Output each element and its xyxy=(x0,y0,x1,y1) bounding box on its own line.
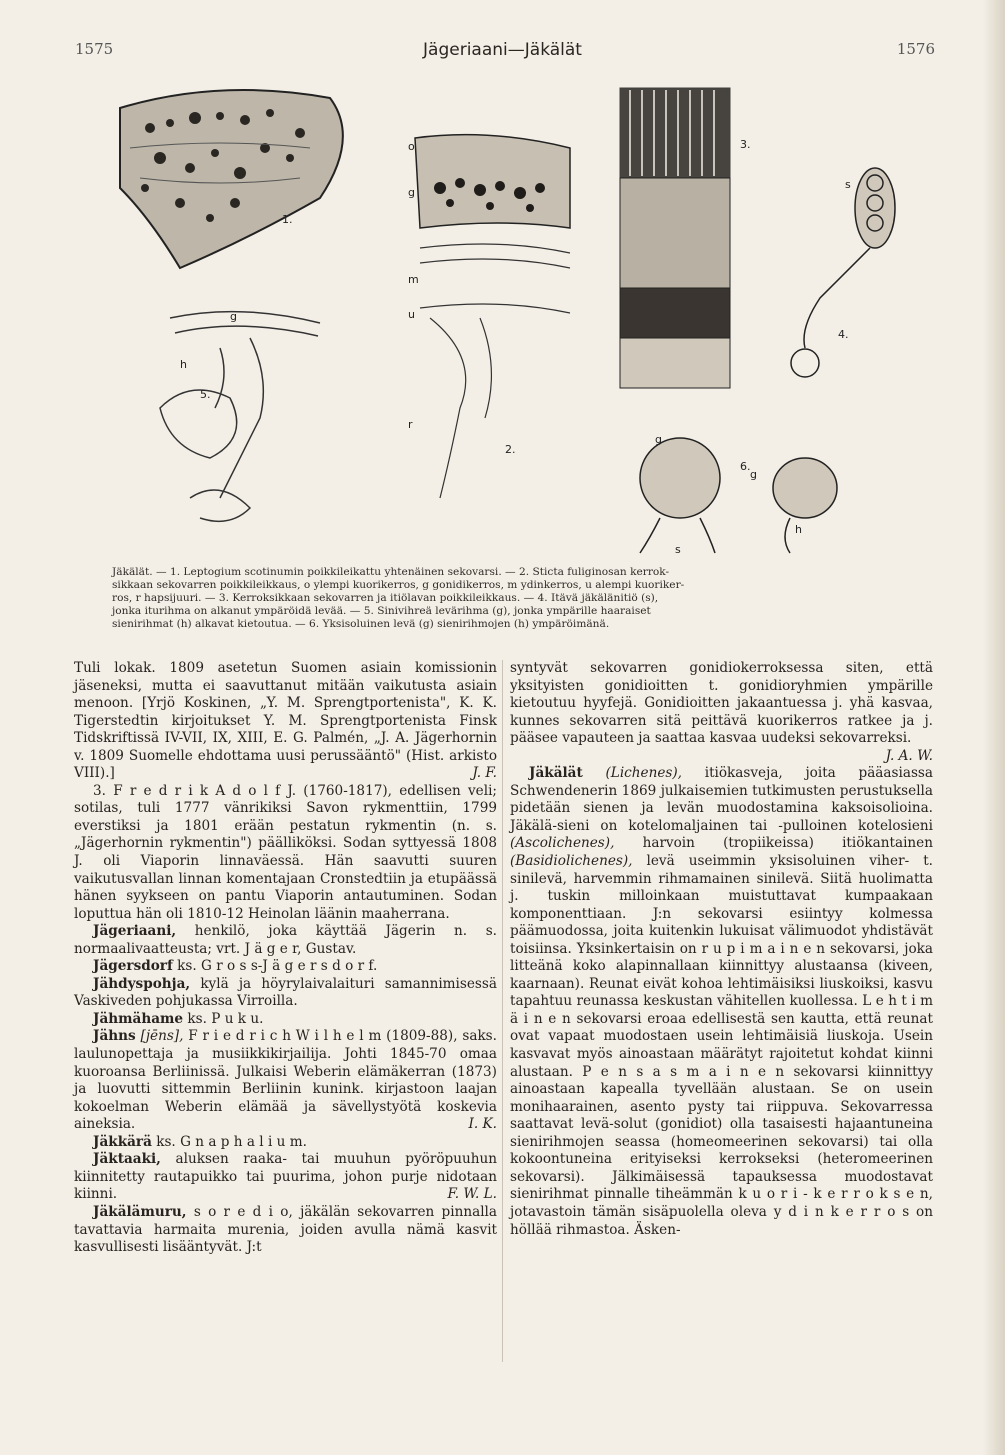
right-text-column xyxy=(510,660,933,1239)
entry-jaktaaki: Jäktaaki, aluksen raaka- tai muuhun pyöröpuuhun kiinnitetty rautapuikko tai puurima, johon purje nidotaan kiinni. F. W. L. xyxy=(74,1151,498,1203)
author-signature: I. K. xyxy=(468,1116,497,1133)
figure-3-apothecium-section xyxy=(620,88,730,388)
author-signature: J. A. W. xyxy=(885,747,933,764)
caption-line: sienirihmat (h) alkavat kietoutua. — 6. Yksisoluinen levä (g) sienirihmojen (h) ympäröimänä. xyxy=(112,618,610,630)
running-title: Jägeriaani—Jäkälät xyxy=(423,40,582,60)
page-header xyxy=(0,40,1005,64)
figure-label-1: 1. xyxy=(282,213,293,226)
label-g-fig6b: g xyxy=(750,468,757,481)
figure-label-4: 4. xyxy=(838,328,849,341)
caption-line: ros, r hapsijuuri. — 3. Kerroksikkaan sekovarren ja itiölavan poikkileikkaus. — 4. Itävä jäkälänitiö (s), xyxy=(112,592,659,604)
entry-jahmahame: Jähmähame ks. P u k u. xyxy=(93,1010,264,1027)
column-divider xyxy=(502,660,503,1362)
label-o: o xyxy=(408,140,415,153)
entry-jahns: Jähns [jēns], F r i e d r i c h W i l h e l m (1809-88), saks. laulunopettaja ja musiikkikirjailija. Johti 1845-70 omaa kuoroansa Berliinissä. Julkaisi Weberin elämäkerran (1873) ja luovutti sittemmin Berliinin kunink. kirjastoon laajan kokoelman Weberin elämää ja sävellystyötä koskevia aineksia. I. K. xyxy=(74,1028,497,1133)
label-s-fig4: s xyxy=(845,178,851,191)
caption-line: jonka iturihma on alkanut ympäröidä levää. — 5. Sinivihreä levärihma (g), jonka ympärille haaraiset xyxy=(112,605,651,617)
label-s-fig6: s xyxy=(675,543,681,556)
author-signature: F. W. L. xyxy=(447,1186,497,1203)
figure-caption xyxy=(112,566,892,631)
label-g-fig5: g xyxy=(230,310,237,323)
caption-line: sikkaan sekovarren poikkileikkaus, o ylempi kuorikerros, g gonidikerros, m ydinkerros, u alempi kuoriker- xyxy=(112,579,685,591)
right-page-number: 1576 xyxy=(896,40,935,58)
label-u: u xyxy=(408,308,415,321)
caption-line: Jäkälät. — 1. Leptogium scotinumin poikkileikattu yhtenäinen sekovarsi. — 2. Sticta fuliginosan kerrok- xyxy=(112,566,670,578)
figure-label-5: 5. xyxy=(200,388,211,401)
label-h-fig5: h xyxy=(180,358,187,371)
entry-jakalamuru: Jäkälämuru, s o r e d i o, jäkälän sekovarren pinnalla tavattavia harmaita murenia, joiden avulla nämä kasvit kasvullisesti lisääntyvät. J:t xyxy=(74,1203,497,1256)
figure-label-2: 2. xyxy=(505,443,516,456)
entry-jahdyspohja: Jähdyspohja, kylä ja höyrylaivalaituri samannimisessä Vaskiveden pohjukassa Virroilla. xyxy=(74,975,497,1010)
label-r: r xyxy=(408,418,413,431)
entry-jakkara: Jäkkärä ks. G n a p h a l i u m. xyxy=(93,1133,307,1150)
left-page-number: 1575 xyxy=(75,40,114,58)
author-signature: J. F. xyxy=(472,765,497,782)
article-paragraph: syntyvät sekovarren gonidiokerroksessa siten, että yksityisten gonidioitten t. gonidioryhmien ympärille kietoutuu hyyfejä. Gonidioitten jakaantuessa j. yhä kasvaa, kunnes sekovarren sitä peittävä kuorikerros ratkee ja j. pääsee vapauteen ja saattaa kasvaa uudeksi sekovarreksi. xyxy=(510,660,933,747)
entry-jagersdorf: Jägersdorf ks. G r o s s-J ä g e r s d o r f. xyxy=(93,958,378,975)
figure-5-algal-filament xyxy=(160,312,320,522)
label-g-fig6a: g xyxy=(655,433,662,446)
entry-jakalat: Jäkälät (Lichenes), itiökasveja, joita pääasiassa Schwendenerin 1869 julkaisemien tutkimusten perustuksella pidetään sienen ja levän muodostamina kaksoisolioina. Jäkälä-sieni on kotelomaljainen tai -pulloinen kotelosieni (Ascolichenes), harvoin (tropiikeissa) itiökantainen (Basidiolichenes), levä useimmin yksisoluinen viher- t. sinilevä, harvemmin rihmamainen sinilevä. Siitä huolimatta j. tuskin milloinkaan muistuttavat kumpaakaan komponenttiaan. J:n sekovarsi esiintyy kolmessa päämuodossa, joita kuitenkin lukuisat välimuodot yhdistävät toisiinsa. Yksinkertaisin on r u p i m a i n e n sekovarsi, joka litteänä koko alapinnallaan kiinnittyy alustaansa (kiveen, kaarnaan). Reunat eivät kohoa lehtimäisiksi liuskoiksi, kasvu tapahtuu reunassa keskustan vähitellen kuollessa. L e h t i m ä i n e n sekovarsi eroaa edellisestä sen kautta, että reunat ovat vapaat muodostaen usein lehtimäisiä liuskoja. Usein kasvavat myös ainoastaan määrätyt rajoitetut kohdat kiinni alustaan. P e n s a s m a i n e n sekovarsi kiinnittyy ainoastaan kapealla tyvellään alustaan. Se on usein monihaarainen, asento pysty tai riippuva. Sekovarressa saattavat levä-solut (gonidiot) olla tasaisesti hajaantuneina sienirihmojen seassa (homeomeerinen sekovarsi) tai olla kokoontuneina erityiseksi kerrokseksi (heteromeerinen sekovarsi). Jälkimäisessä tapauksessa muodostavat sienirihmat pinnalle tiheämmän k u o r i - k e r r o k s e n, jotavastoin tämän sisäpuolella oleva y d i n k e r r o s on höllää rihmastoa. Äsken- xyxy=(510,765,934,1238)
label-g-fig2: g xyxy=(408,186,415,199)
figure-2-sticta-section xyxy=(415,135,570,498)
entry-jageriaani: Jägeriaani, henkilö, joka käyttää Jägerin n. s. normaalivaatteusta; vrt. J ä g e r, Gustav. xyxy=(74,923,497,957)
label-m: m xyxy=(408,273,419,286)
figure-1-leptogium-section xyxy=(120,90,343,268)
figure-label-3: 3. xyxy=(740,138,751,151)
page-edge-shadow xyxy=(983,0,1005,1455)
figure-4-germinating-spore xyxy=(791,168,895,377)
article-paragraph: Tuli lokak. 1809 asetetun Suomen asiain komissionin jäseneksi, mutta ei saavuttanut mitään vaikutusta asiain menoon. [Yrjö Koskinen, „Y. M. Sprengtportenista", K. K. Tigerstedtin kirjoitukset Y. M. Sprengtportenista Finsk Tidskriftissä IV-VII, IX, XIII, E. G. Palmén, „J. A. Jägerhornin v. 1809 Suomelle ehdottama uusi perussääntö" (Hist. arkisto VIII).] J. F. xyxy=(74,660,497,782)
label-h-fig6: h xyxy=(795,523,802,536)
figure-label-6: 6. xyxy=(740,460,751,473)
left-text-column xyxy=(74,660,497,1257)
article-paragraph: 3. F r e d r i k A d o l f J. (1760-1817), edellisen veli; sotilas, tuli 1777 vänrikiksi Savon rykmenttiin, 1799 everstiksi ja 1801 erään pestatun rykmentin (n. s. „Jägerhornin rykmentin") päälliköksi. Sodan syttyessä 1808 J. oli Viaporin linnaväessä. Hän saavutti suuren vaikutusvallan linnan komentajaan Cronstedtiin ja etupäässä hänen syykseen on pantu Viaporin antautuminen. Sodan loputtua hän oli 1810-12 Heinolan läänin maaherrana. xyxy=(74,782,498,922)
figure-6-single-cell-alga xyxy=(640,438,837,553)
lichen-illustration-plate xyxy=(100,78,910,558)
